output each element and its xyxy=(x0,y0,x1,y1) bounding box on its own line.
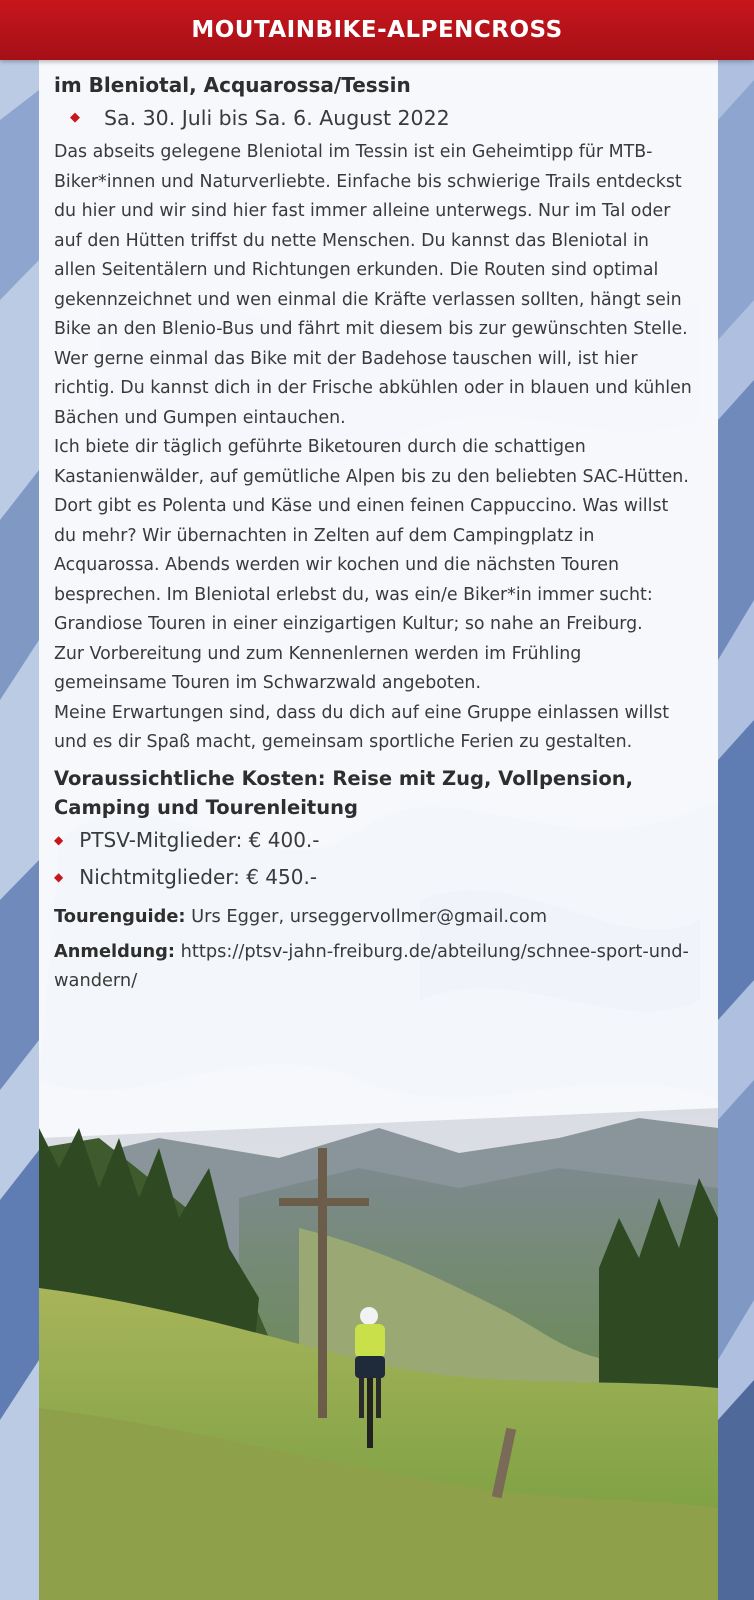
body-paragraph-4: Meine Erwartungen sind, dass du dich auf eine Gruppe einlassen willst und es dir Spaß macht, gemeinsam sportliche Ferien zu gestalten. xyxy=(54,702,670,752)
location-title: im Bleniotal, Acquarossa/Tessin xyxy=(54,73,411,97)
costs-heading: Voraussichtliche Kosten: Reise mit Zug, Vollpension, Camping und Tourenleitung xyxy=(54,766,634,819)
diamond-bullet-icon: ◆ xyxy=(54,869,64,884)
body-paragraph-2: Ich biete dir täglich geführte Biketouren durch die schattigen Kastanienwälder, auf gemütliche Alpen bis zu den beliebten SAC-Hütten. Dort gibt es Polenta und Käse und einen feinen Cappuccino. Was willst du mehr? Wir übernachten in Zelten auf dem Campingplatz in Acquarossa. Abends werden wir kochen und die nächsten Touren besprechen. Im Bleniotal erlebst du, was ein/e Biker*in immer sucht: Grandiose Touren in einer einzigartigen Kultur; so nahe an Freiburg. xyxy=(54,437,689,634)
diamond-bullet-icon: ◆ xyxy=(70,110,80,125)
article-content xyxy=(54,70,694,995)
price-non-members: Nichtmitglieder: € 450.- xyxy=(79,864,318,889)
header-bar xyxy=(0,0,754,60)
page-title: MOUTAINBIKE-ALPENCROSS xyxy=(191,17,563,43)
guide-line xyxy=(54,902,694,931)
price-members: PTSV-Mitglieder: € 400.- xyxy=(79,827,320,852)
diamond-bullet-icon: ◆ xyxy=(54,832,64,847)
signup-link[interactable]: https://ptsv-jahn-freiburg.de/abteilung/schnee-sport-und-wandern/ xyxy=(54,940,689,991)
price-item-members xyxy=(54,822,694,859)
body-paragraph-1: Das abseits gelegene Bleniotal im Tessin ist ein Geheimtipp für MTB-Biker*innen und Naturverliebte. Einfache bis schwierige Trails entdeckst du hier und wir sind hier fast immer alleine unterwegs. Nur im Tal oder auf den Hütten triffst du nette Menschen. Du kannst das Bleniotal in allen Seitentälern und Richtungen erkunden. Die Routen sind optimal gekennzeichnet und wen einmal die Kräfte verlassen sollten, hängt sein Bike an den Blenio-Bus und fährt mit diesem bis zur gewünschten Stelle. Wer gerne einmal das Bike mit der Badehose tauschen will, ist hier richtig. Du kannst dich in der Frische abkühlen oder in blauen und kühlen Bächen und Gumpen eintauchen. xyxy=(54,142,692,428)
signup-line xyxy=(54,937,694,995)
guide-value[interactable]: Urs Egger, urseggervollmer@gmail.com xyxy=(191,905,548,927)
body-paragraph-3: Zur Vorbereitung und zum Kennenlernen werden im Frühling gemeinsame Touren im Schwarzwald angeboten. xyxy=(54,643,582,693)
price-item-non-members xyxy=(54,859,694,896)
date-item xyxy=(70,102,694,134)
event-date: Sa. 30. Juli bis Sa. 6. August 2022 xyxy=(104,106,450,130)
signup-label: Anmeldung: xyxy=(54,940,175,962)
mountain-bike-photo xyxy=(39,1108,718,1600)
guide-label: Tourenguide: xyxy=(54,905,186,927)
